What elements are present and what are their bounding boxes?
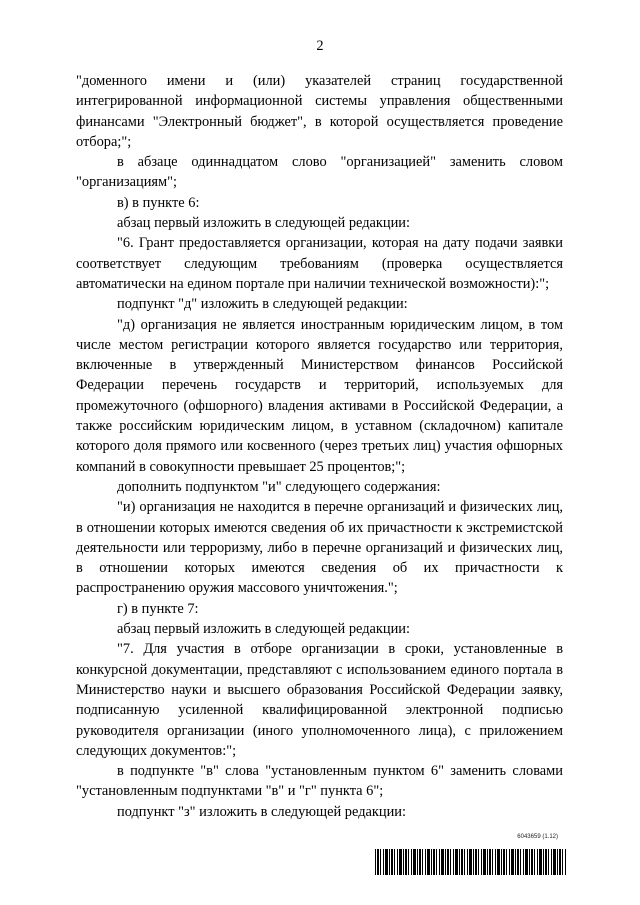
paragraph: "7. Для участия в отборе организации в сроки, установленные в конкурсной документации, представляют с использованием единого портала в Министерство науки и высшего образования Российской Федерации заявку, подписанную усиленной квалифицированной электронной подписью руководителя организации (иного уполномоченного лица), с приложением следующих документов:"; bbox=[76, 641, 563, 759]
document-code: 6043659 (1.12) bbox=[517, 833, 558, 840]
paragraph: абзац первый изложить в следующей редакции: bbox=[117, 215, 411, 232]
paragraph: в абзаце одиннадцатом слово "организацией" заменить словом "организациям"; bbox=[76, 154, 563, 191]
paragraph: "доменного имени и (или) указателей страниц государственной интегрированной информационной системы управления общественными финансами "Электронный бюджет", в которой осуществляется проведение отбора;"; bbox=[76, 73, 563, 150]
paragraph: "д) организация не является иностранным юридическим лицом, в том числе местом регистрации которого является государство или территория, включенные в утвержденный Министерством финансов Российской Федерации перечень государств и территорий, используемых для промежуточного (офшорного) владения активами в Российской Федерации, а также российским юридическим лицом, в уставном (складочном) капитале которого доля прямого или косвенного (через третьих лиц) участия офшорных компаний в совокупности превышает 25 процентов;"; bbox=[76, 316, 563, 475]
paragraph: г) в пункте 7: bbox=[117, 600, 199, 617]
paragraph: "и) организация не находится в перечне организаций и физических лиц, в отношении которых имеются сведения об их причастности к экстремистской деятельности или терроризму, либо в перечне организаций и физических лиц, в отношении которых имеются сведения об их причастности к распространению оружия массового уничтожения."; bbox=[76, 499, 563, 597]
paragraph: в подпункте "в" слова "установленным пунктом 6" заменить словами "установленным подпунктами "в" и "г" пункта 6"; bbox=[76, 763, 563, 800]
page-number: 2 bbox=[316, 38, 324, 54]
paragraph: подпункт "з" изложить в следующей редакции: bbox=[117, 803, 407, 820]
paragraph: дополнить подпунктом "и" следующего содержания: bbox=[117, 478, 441, 495]
paragraph: подпункт "д" изложить в следующей редакции: bbox=[117, 296, 408, 313]
barcode-image bbox=[375, 849, 567, 875]
document-body bbox=[76, 71, 563, 822]
paragraph: абзац первый изложить в следующей редакции: bbox=[117, 621, 411, 638]
paragraph: в) в пункте 6: bbox=[117, 194, 200, 211]
paragraph: "6. Грант предоставляется организации, которая на дату подачи заявки соответствует следующим требованиям (проверка осуществляется автоматически на едином портале при наличии технической возможности):"; bbox=[76, 235, 563, 292]
